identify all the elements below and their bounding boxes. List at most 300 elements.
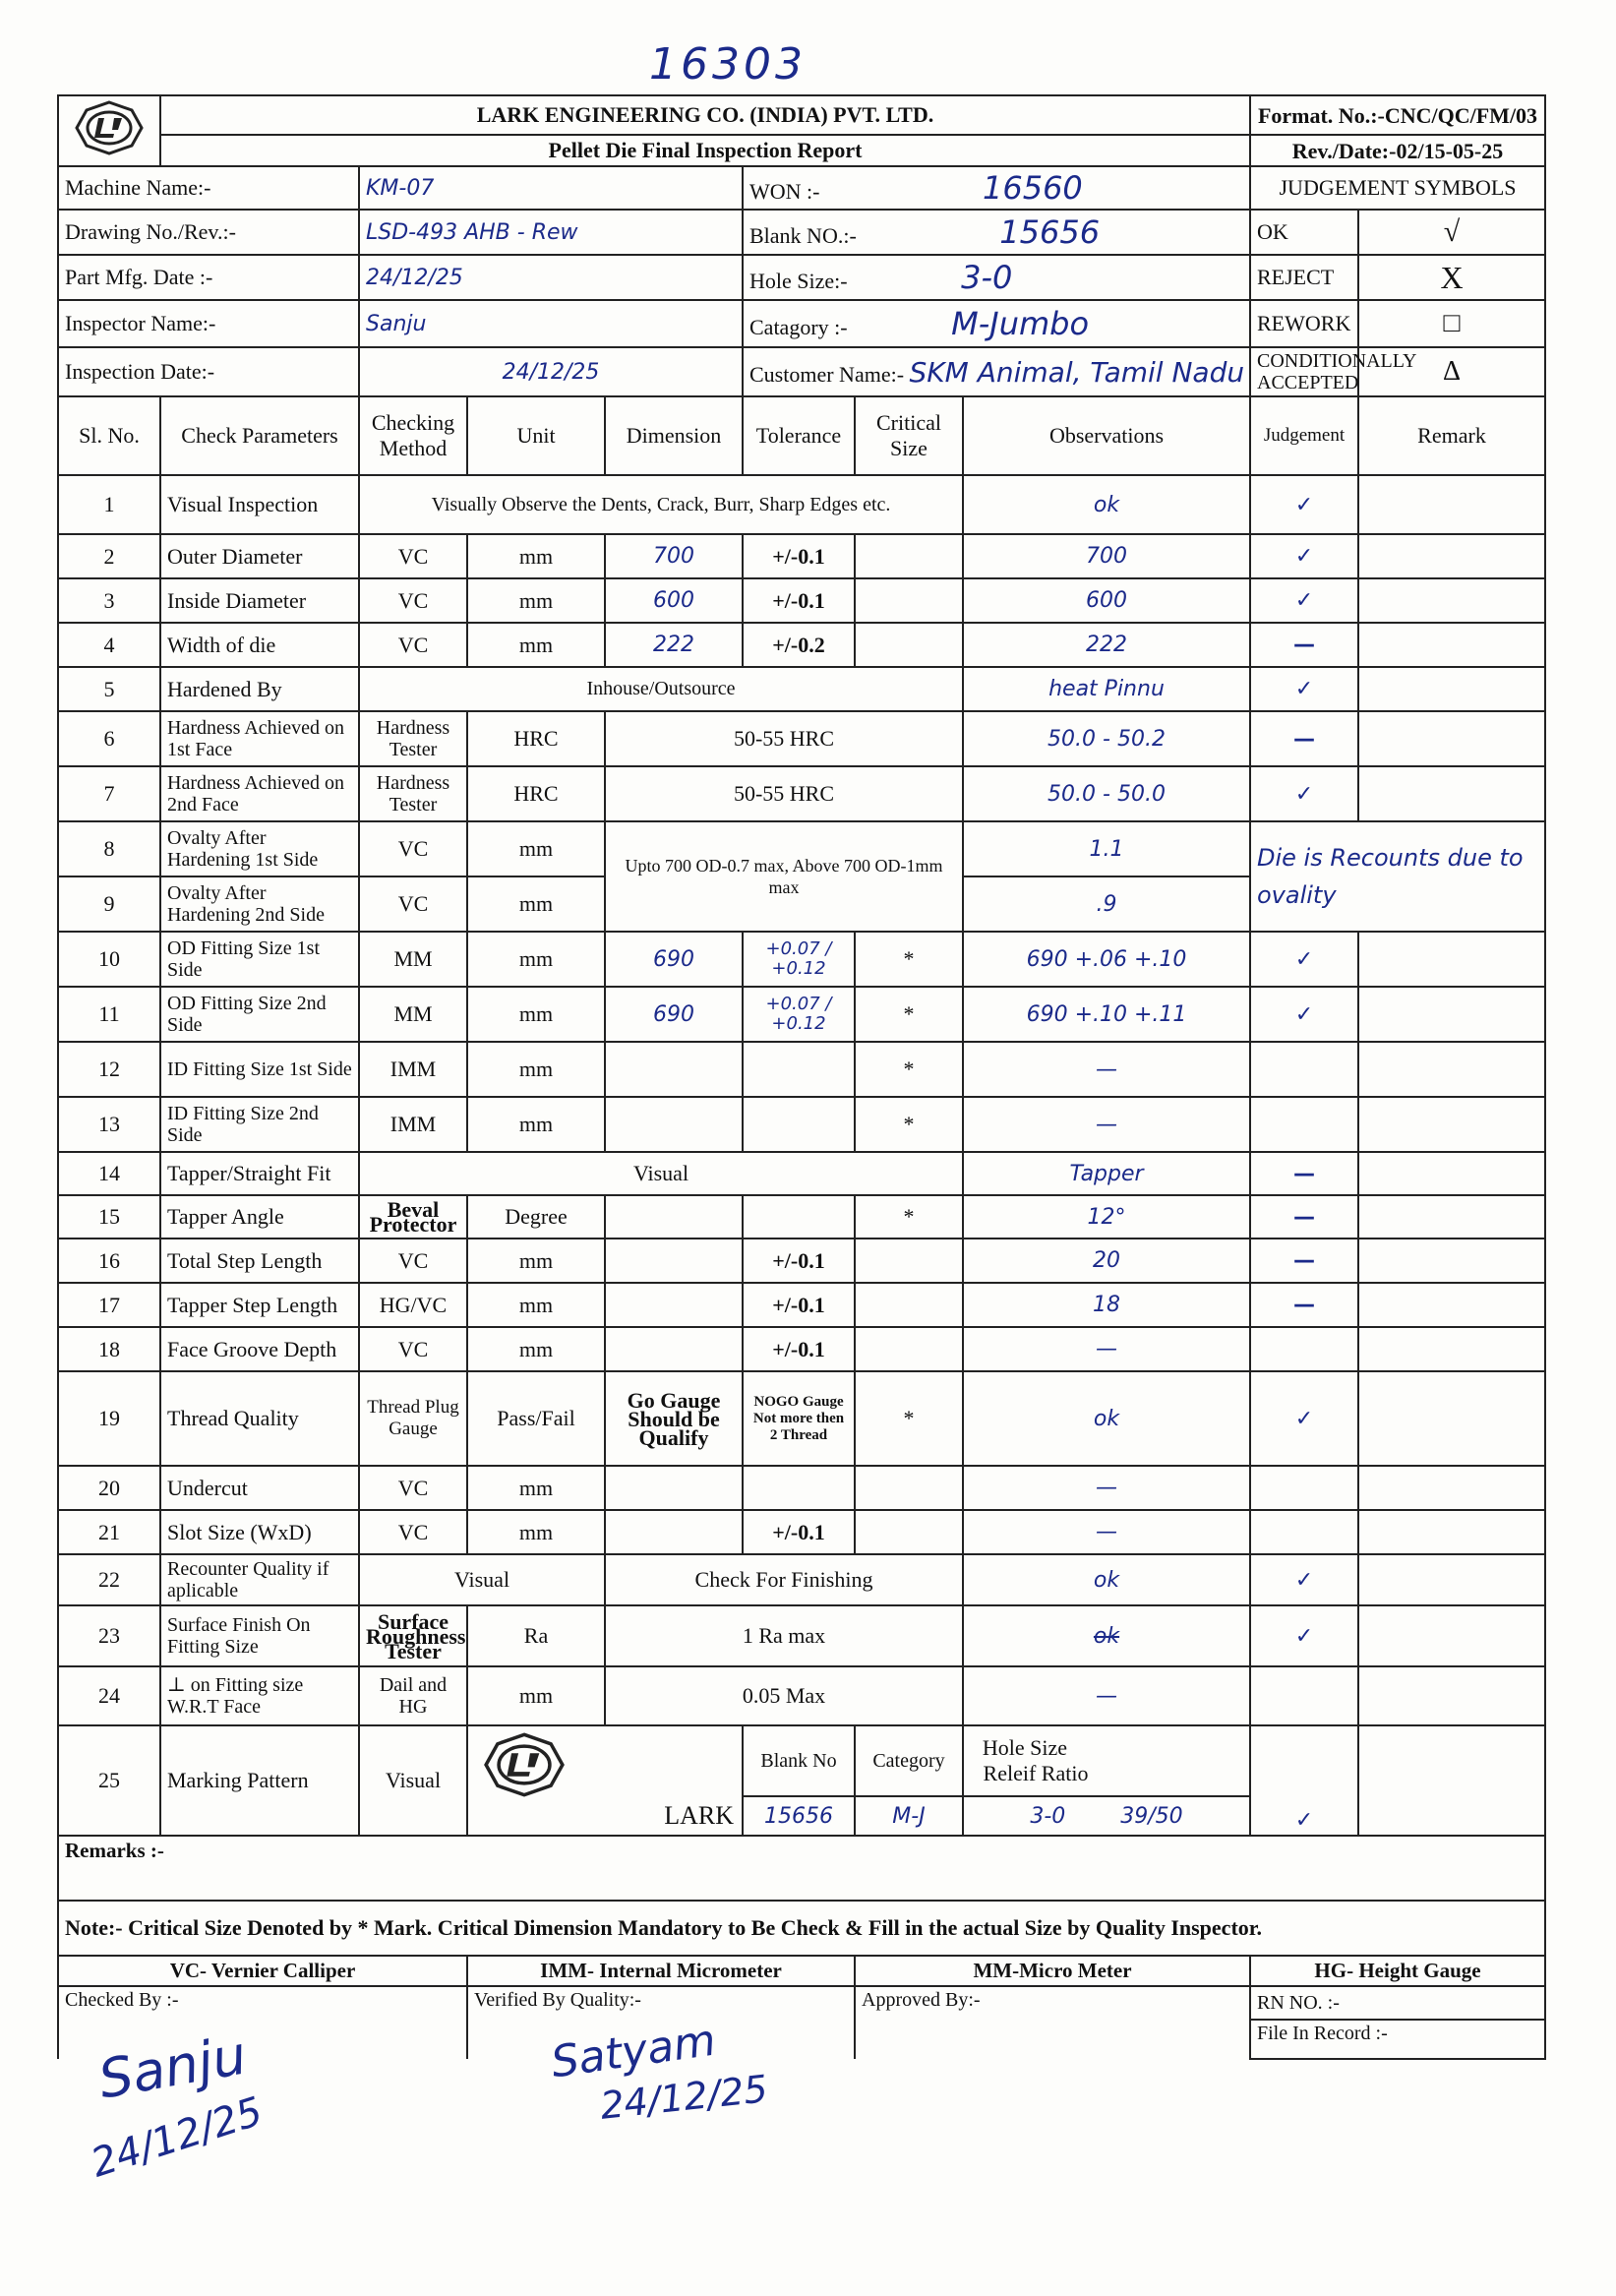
row-unit: mm [467, 1466, 605, 1510]
row-param: OD Fitting Size 2nd Side [160, 987, 359, 1042]
row-method: VC [359, 534, 467, 578]
row-remark [1358, 766, 1545, 821]
row-dimension: 690 [605, 932, 743, 987]
marking-blank-no-label: Blank No [743, 1725, 855, 1796]
row-sl: 2 [58, 534, 160, 578]
row-observation: heat Pinnu [963, 667, 1250, 711]
symbol-ok-label: OK [1250, 210, 1358, 255]
col-remark: Remark [1358, 396, 1545, 475]
blank-label: Blank NO.:- [749, 223, 857, 248]
row-tolerance: +/-0.1 [743, 534, 855, 578]
ovality-remark: Die is Recounts due to ovality [1250, 821, 1545, 932]
customer-value: SKM Animal, Tamil Nadu [909, 355, 1245, 389]
table-row [58, 623, 1545, 667]
row-observation: — [963, 1042, 1250, 1097]
row-observation: 600 [963, 578, 1250, 623]
inspection-form-table [57, 94, 1546, 2060]
row-unit: mm [467, 987, 605, 1042]
row-observation: .9 [963, 876, 1250, 932]
row-param: ⊥ on Fitting size W.R.T Face [160, 1666, 359, 1725]
company-logo [58, 95, 160, 166]
row-sl: 17 [58, 1283, 160, 1327]
row-param: Face Groove Depth [160, 1327, 359, 1371]
marking-row [58, 1725, 1545, 1796]
row-tolerance: +/-0.1 [743, 1327, 855, 1371]
row-critical: * [855, 932, 963, 987]
catagory-field [743, 300, 1250, 347]
inspector-label: Inspector Name:- [58, 300, 359, 347]
row-critical [855, 623, 963, 667]
marking-remark [1358, 1725, 1545, 1836]
row-remark [1358, 1152, 1545, 1195]
row-unit: mm [467, 623, 605, 667]
row-tolerance [743, 1097, 855, 1152]
row-method: IMM [359, 1042, 467, 1097]
row-method: VC [359, 1239, 467, 1283]
col-dimension: Dimension [605, 396, 743, 475]
row-tolerance: +/-0.1 [743, 1283, 855, 1327]
drawing-value: LSD-493 AHB - Rew [359, 210, 743, 255]
row-observation: 1.1 [963, 821, 1250, 876]
row-method: IMM [359, 1097, 467, 1152]
row-param: Undercut [160, 1466, 359, 1510]
part-mfg-label: Part Mfg. Date :- [58, 255, 359, 300]
row-observation: — [963, 1510, 1250, 1554]
row-dimtol: Upto 700 OD-0.7 max, Above 700 OD-1mm max [605, 821, 963, 932]
row-sl: 24 [58, 1666, 160, 1725]
row-observation: ok [963, 475, 1250, 534]
blank-value: 15656 [999, 213, 1101, 251]
row-critical: * [855, 987, 963, 1042]
row-method: VC [359, 876, 467, 932]
row-judgement: ✓ [1250, 932, 1358, 987]
verified-by-date: 24/12/25 [598, 2067, 770, 2128]
row-sl: 9 [58, 876, 160, 932]
table-row [58, 1605, 1545, 1666]
col-judgement: Judgement [1250, 396, 1358, 475]
symbol-conditional-label: CONDITIONALLY ACCEPTED [1250, 347, 1358, 396]
row-dimension [605, 1283, 743, 1327]
row-judgement: ✓ [1250, 534, 1358, 578]
row-method: Dail and HG [359, 1666, 467, 1725]
row-remark [1358, 475, 1545, 534]
row-remark [1358, 1239, 1545, 1283]
row-method: Hardness Tester [359, 766, 467, 821]
row-sl: 15 [58, 1195, 160, 1239]
row-sl: 18 [58, 1327, 160, 1371]
row-param: ID Fitting Size 2nd Side [160, 1097, 359, 1152]
table-row [58, 1666, 1545, 1725]
row-remark [1358, 711, 1545, 766]
row-remark [1358, 1510, 1545, 1554]
row-observation: 700 [963, 534, 1250, 578]
row-sl: 7 [58, 766, 160, 821]
verified-by-signature: Satyam [548, 2015, 719, 2088]
row-tolerance: +0.07 / +0.12 [743, 987, 855, 1042]
row-unit: Ra [467, 1605, 605, 1666]
row-param: Tapper Angle [160, 1195, 359, 1239]
row-dimension [605, 1510, 743, 1554]
row-critical [855, 578, 963, 623]
blank-field [743, 210, 1250, 255]
marking-logo-cell [467, 1725, 743, 1836]
row-method: VC [359, 1327, 467, 1371]
inspection-date-value: 24/12/25 [359, 347, 743, 396]
rn-no-label: RN NO. :- [1250, 1986, 1545, 2020]
row-observation: 50.0 - 50.2 [963, 711, 1250, 766]
row-sl: 5 [58, 667, 160, 711]
row-judgement: ✓ [1250, 578, 1358, 623]
row-observation: 20 [963, 1239, 1250, 1283]
row-sl: 10 [58, 932, 160, 987]
table-row [58, 766, 1545, 821]
part-mfg-value: 24/12/25 [359, 255, 743, 300]
catagory-label: Catagory :- [749, 315, 848, 339]
row-param: Visual Inspection [160, 475, 359, 534]
marking-lark-text: LARK [664, 1801, 734, 1830]
row-method: VC [359, 623, 467, 667]
hole-value: 3-0 [961, 259, 1013, 296]
row-sl: 19 [58, 1371, 160, 1466]
col-checking-method: Checking Method [359, 396, 467, 475]
row-method: HG/VC [359, 1283, 467, 1327]
customer-label: Customer Name:- [749, 361, 905, 387]
row-judgement [1250, 1510, 1358, 1554]
row-unit: Degree [467, 1195, 605, 1239]
revision-date: Rev./Date:-02/15-05-25 [1250, 135, 1545, 166]
row-remark [1358, 1042, 1545, 1097]
lark-logo-icon [75, 100, 144, 155]
row-critical [855, 1239, 963, 1283]
row-dimension: 690 [605, 987, 743, 1042]
table-row [58, 1283, 1545, 1327]
row-sl: 13 [58, 1097, 160, 1152]
row-param: Inside Diameter [160, 578, 359, 623]
row-sl: 11 [58, 987, 160, 1042]
legend-mm: MM-Micro Meter [855, 1956, 1250, 1986]
row-dimension [605, 1466, 743, 1510]
table-row [58, 578, 1545, 623]
checked-by-date: 24/12/25 [86, 2088, 269, 2187]
row-param: Slot Size (WxD) [160, 1510, 359, 1554]
row-method: MM [359, 932, 467, 987]
table-row [58, 1152, 1545, 1195]
row-tolerance [743, 1042, 855, 1097]
marking-hole-size: 3-0 [1030, 1803, 1066, 1829]
row-judgement: — [1250, 1152, 1358, 1195]
row-span-text: Visual [359, 1152, 963, 1195]
row-dimtol: 0.05 Max [605, 1666, 963, 1725]
symbol-reject: X [1358, 255, 1545, 300]
row-judgement [1250, 1097, 1358, 1152]
row-observation: 690 +.06 +.10 [963, 932, 1250, 987]
marking-category: M-J [855, 1796, 963, 1836]
row-sl: 16 [58, 1239, 160, 1283]
row-remark [1358, 1327, 1545, 1371]
row-tolerance [743, 1195, 855, 1239]
table-row [58, 1042, 1545, 1097]
table-row [58, 1466, 1545, 1510]
row-dimtol: Check For Finishing [605, 1554, 963, 1605]
col-tolerance: Tolerance [743, 396, 855, 475]
row-unit: HRC [467, 766, 605, 821]
row-param: Marking Pattern [160, 1725, 359, 1836]
row-tolerance: +0.07 / +0.12 [743, 932, 855, 987]
row-unit: mm [467, 1042, 605, 1097]
row-remark [1358, 987, 1545, 1042]
row-param: Hardness Achieved on 2nd Face [160, 766, 359, 821]
row-judgement [1250, 1666, 1358, 1725]
row-sl: 23 [58, 1605, 160, 1666]
row-observation: — [963, 1327, 1250, 1371]
row-tolerance: +/-0.1 [743, 1239, 855, 1283]
row-judgement: — [1250, 1283, 1358, 1327]
row-method: Hardness Tester [359, 711, 467, 766]
report-serial-number: 16303 [649, 39, 807, 90]
row-critical [855, 1283, 963, 1327]
table-row [58, 475, 1545, 534]
row-tolerance [743, 1466, 855, 1510]
machine-name-label: Machine Name:- [58, 166, 359, 210]
row-dimension [605, 1097, 743, 1152]
row-critical [855, 1510, 963, 1554]
critical-size-note: Note:- Critical Size Denoted by * Mark. Critical Dimension Mandatory to Be Check & Fill in the actual Size by Quality Inspector. [58, 1901, 1545, 1956]
row-judgement [1250, 1327, 1358, 1371]
hole-label: Hole Size:- [749, 269, 848, 293]
marking-releif-label: Releif Ratio [983, 1761, 1089, 1785]
table-row [58, 987, 1545, 1042]
row-judgement [1250, 1042, 1358, 1097]
row-critical [855, 534, 963, 578]
row-dimension: 600 [605, 578, 743, 623]
row-remark [1358, 1195, 1545, 1239]
row-sl: 6 [58, 711, 160, 766]
row-unit: mm [467, 932, 605, 987]
row-remark [1358, 932, 1545, 987]
row-span-text: Inhouse/Outsource [359, 667, 963, 711]
row-param: OD Fitting Size 1st Side [160, 932, 359, 987]
row-param: Tapper Step Length [160, 1283, 359, 1327]
table-row [58, 1371, 1545, 1466]
won-value: 16560 [982, 169, 1083, 207]
row-judgement: — [1250, 711, 1358, 766]
row-param: Outer Diameter [160, 534, 359, 578]
row-remark [1358, 1097, 1545, 1152]
symbol-ok: √ [1358, 210, 1545, 255]
row-dimension [605, 1239, 743, 1283]
row-param: Hardness Achieved on 1st Face [160, 711, 359, 766]
col-sl-no: Sl. No. [58, 396, 160, 475]
row-method: Beval Protector [359, 1195, 467, 1239]
row-param: Ovalty After Hardening 2nd Side [160, 876, 359, 932]
row-dimtol: 1 Ra max [605, 1605, 963, 1666]
table-row [58, 1195, 1545, 1239]
marking-releif: 39/50 [1120, 1803, 1183, 1829]
row-sl: 4 [58, 623, 160, 667]
row-observation: 18 [963, 1283, 1250, 1327]
row-judgement: — [1250, 1239, 1358, 1283]
machine-name-value: KM-07 [359, 166, 743, 210]
table-row [58, 932, 1545, 987]
row-remark [1358, 623, 1545, 667]
row-observation: 690 +.10 +.11 [963, 987, 1250, 1042]
row-observation: 50.0 - 50.0 [963, 766, 1250, 821]
row-method: Thread Plug Gauge [359, 1371, 467, 1466]
hole-field [743, 255, 1250, 300]
row-dimension [605, 1195, 743, 1239]
row-tolerance: +/-0.1 [743, 1510, 855, 1554]
marking-judgement: ✓ [1250, 1725, 1358, 1836]
row-dimension: Go Gauge Should be Qualify [605, 1371, 743, 1466]
row-remark [1358, 1283, 1545, 1327]
row-unit: mm [467, 1666, 605, 1725]
row-judgement: ✓ [1250, 766, 1358, 821]
checked-by-label: Checked By :- [58, 1986, 467, 2059]
table-row [58, 711, 1545, 766]
row-sl: 1 [58, 475, 160, 534]
row-critical: * [855, 1371, 963, 1466]
row-judgement: ✓ [1250, 475, 1358, 534]
row-remark [1358, 534, 1545, 578]
row-observation: 12° [963, 1195, 1250, 1239]
legend-hg: HG- Height Gauge [1250, 1956, 1545, 1986]
inspector-value: Sanju [359, 300, 743, 347]
row-dimension [605, 1042, 743, 1097]
marking-hole-releif-values [963, 1796, 1250, 1836]
row-judgement: — [1250, 1195, 1358, 1239]
marking-hole-releif-labels [963, 1725, 1250, 1796]
row-critical [855, 1466, 963, 1510]
row-critical [855, 1327, 963, 1371]
row-unit: mm [467, 1097, 605, 1152]
won-field [743, 166, 1250, 210]
row-judgement: ✓ [1250, 1554, 1358, 1605]
row-remark [1358, 1666, 1545, 1725]
row-judgement: ✓ [1250, 667, 1358, 711]
marking-category-label: Category [855, 1725, 963, 1796]
row-dimtol: 50-55 HRC [605, 711, 963, 766]
row-param: Ovalty After Hardening 1st Side [160, 821, 359, 876]
checked-by-signature: Sanju [93, 2024, 252, 2111]
customer-field [743, 347, 1250, 396]
table-row [58, 1510, 1545, 1554]
row-param: Width of die [160, 623, 359, 667]
row-method: Visual [359, 1554, 605, 1605]
row-sl: 14 [58, 1152, 160, 1195]
legend-imm: IMM- Internal Micrometer [467, 1956, 855, 1986]
remarks-label: Remarks :- [58, 1836, 1545, 1901]
table-row [58, 534, 1545, 578]
row-param: Hardened By [160, 667, 359, 711]
row-unit: mm [467, 1327, 605, 1371]
row-dimension: 700 [605, 534, 743, 578]
row-remark [1358, 1466, 1545, 1510]
table-row [58, 1554, 1545, 1605]
row-remark [1358, 667, 1545, 711]
row-method: VC [359, 1510, 467, 1554]
row-critical: * [855, 1195, 963, 1239]
row-unit: mm [467, 1239, 605, 1283]
row-unit: mm [467, 821, 605, 876]
row-dimension: 222 [605, 623, 743, 667]
row-judgement [1250, 1466, 1358, 1510]
drawing-label: Drawing No./Rev.:- [58, 210, 359, 255]
table-row [58, 1097, 1545, 1152]
col-check-parameters: Check Parameters [160, 396, 359, 475]
lark-logo-icon [480, 1732, 569, 1797]
col-unit: Unit [467, 396, 605, 475]
table-row [58, 1239, 1545, 1283]
row-method: VC [359, 821, 467, 876]
row-observation: Tapper [963, 1152, 1250, 1195]
row-method: Surface Roughness Tester [359, 1605, 467, 1666]
row-observation: 222 [963, 623, 1250, 667]
marking-hole-size-label: Hole Size [982, 1735, 1068, 1760]
row-observation: — [963, 1097, 1250, 1152]
symbol-rework-label: REWORK [1250, 300, 1358, 347]
row-critical: * [855, 1097, 963, 1152]
row-observation: ok [963, 1605, 1250, 1666]
row-param: Thread Quality [160, 1371, 359, 1466]
col-observations: Observations [963, 396, 1250, 475]
row-method: VC [359, 1466, 467, 1510]
row-sl: 22 [58, 1554, 160, 1605]
row-sl: 21 [58, 1510, 160, 1554]
row-method: MM [359, 987, 467, 1042]
verified-by-label: Verified By Quality:- [467, 1986, 855, 2059]
row-method: VC [359, 578, 467, 623]
format-number: Format. No.:-CNC/QC/FM/03 [1250, 95, 1545, 135]
row-tolerance: +/-0.1 [743, 578, 855, 623]
row-dimension [605, 1327, 743, 1371]
table-row [58, 1327, 1545, 1371]
row-unit: mm [467, 1510, 605, 1554]
file-in-record-label: File In Record :- [1250, 2020, 1545, 2059]
row-sl: 3 [58, 578, 160, 623]
row-critical: * [855, 1042, 963, 1097]
row-observation: ok [963, 1371, 1250, 1466]
row-judgement: ✓ [1250, 1605, 1358, 1666]
row-method: Visual [359, 1725, 467, 1836]
row-param: Total Step Length [160, 1239, 359, 1283]
row-observation: — [963, 1466, 1250, 1510]
report-title: Pellet Die Final Inspection Report [160, 135, 1250, 166]
row-unit: Pass/Fail [467, 1371, 605, 1466]
row-observation: ok [963, 1554, 1250, 1605]
row-unit: mm [467, 534, 605, 578]
won-label: WON :- [749, 179, 820, 204]
row-unit: mm [467, 1283, 605, 1327]
inspection-date-label: Inspection Date:- [58, 347, 359, 396]
row-remark [1358, 1554, 1545, 1605]
row-unit: mm [467, 578, 605, 623]
row-judgement: — [1250, 623, 1358, 667]
row-param: Surface Finish On Fitting Size [160, 1605, 359, 1666]
row-remark [1358, 1371, 1545, 1466]
row-param: ID Fitting Size 1st Side [160, 1042, 359, 1097]
row-dimtol: 50-55 HRC [605, 766, 963, 821]
catagory-value: M-Jumbo [951, 305, 1090, 342]
company-name: LARK ENGINEERING CO. (INDIA) PVT. LTD. [160, 95, 1250, 135]
row-sl: 8 [58, 821, 160, 876]
symbol-conditional: Δ [1358, 347, 1545, 396]
row-param: Recounter Quality if aplicable [160, 1554, 359, 1605]
judgement-symbols-title: JUDGEMENT SYMBOLS [1250, 166, 1545, 210]
row-judgement: ✓ [1250, 987, 1358, 1042]
row-sl: 12 [58, 1042, 160, 1097]
table-row [58, 667, 1545, 711]
row-sl: 25 [58, 1725, 160, 1836]
